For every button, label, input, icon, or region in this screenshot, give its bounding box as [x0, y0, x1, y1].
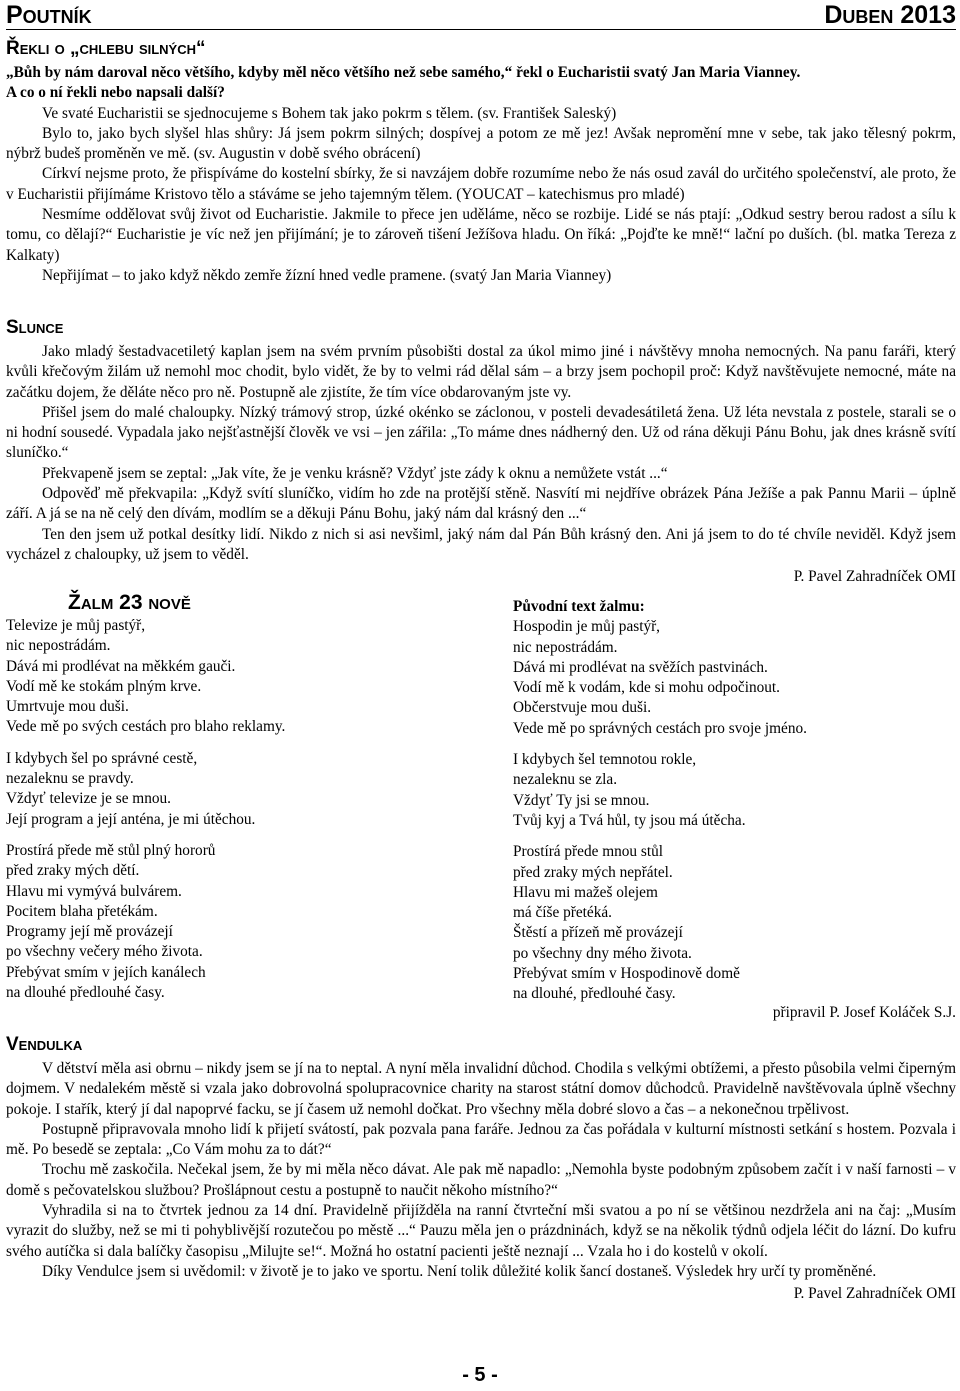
signature: P. Pavel Zahradníček OMI — [793, 568, 956, 586]
poem-line: I kdybych šel po správné cestě, — [6, 749, 198, 767]
poem-line: Vede mě po správných cestách pro svoje jméno. — [513, 719, 807, 737]
signature: P. Pavel Zahradníček OMI — [793, 1285, 956, 1303]
quote-youcat: Církví nejsme proto, že přispíváme do kostelní sbírky, že si navzájem dobře rozumíme nebo že nás osud zavál do určitého společenství, ale proto, že v Eucharistii přijímáme Kristovo tělo a stáváme se jeho tajemným tělem. (YOUCAT – katechismus pro mladé) — [6, 165, 956, 203]
quote-augustin: Bylo to, jako bych slyšel hlas shůry: Já jsem pokrm silných; dospívej a potom ze mě jez! Avšak nepromění mne v sebe, tak jako tělesný pokrm, nýbrž budeš proměněn ve mě. (sv. Augustin v době svého obrácení) — [6, 124, 956, 163]
paragraph: Díky Vendulce jsem si uvědomil: v životě je to jako ve sportu. Není tolik důležité kolik šancí dostaneš. Výsledek hry určí ty proměněné. — [42, 1262, 877, 1280]
poem-line: Programy její mě provázejí — [6, 923, 173, 941]
paragraph: Ten den jsem už potkal desítky lidí. Nikdo z nich si asi nevšiml, jaký nám dal Pán Bůh krásný den. Ani já jsem to do té chvíle neviděl. Když jsem vycházel z chaloupky, už jsem to věděl. — [6, 525, 956, 563]
section-chleb — [6, 37, 956, 286]
poem-line: Hospodin je můj pastýř, — [513, 618, 661, 636]
paragraph: Přišel jsem do malé chaloupky. Nízký trámový strop, úzké okénko se záclonou, v posteli devadesátiletá žena. Už léta nevstala z postele, starali se o ni hodní sousedé. Vypadala jako nejšťastnější člověk ve vsi – jen zářila: „To máme dnes nádherný den. Už od rána děkuji Pánu Bohu, jak dnes krásně svítí sluníčko.“ — [6, 403, 956, 462]
section-vendulka — [6, 1033, 956, 1305]
paragraph: Postupně připravovala mnoho lidí k přijetí svátostí, pak pozvala pana faráře. Jednou za čas pořádala v kulturní místnosti setkání s hostem. Pozvala i mě. Po besedě se zeptala: „Co Vám mohu za to dát?“ — [6, 1120, 956, 1159]
poem-line: Vždyť Ty jsi se mnou. — [513, 791, 650, 809]
poem-line: Hlavu mi mažeš olejem — [513, 883, 658, 901]
poem-line: nezaleknu se pravdy. — [6, 770, 134, 788]
poem-line: Umrtvuje mou duši. — [6, 698, 129, 716]
stanza-gap — [6, 738, 476, 749]
poem-line: I kdybych šel temnotou rokle, — [513, 751, 697, 769]
poem-left — [6, 616, 476, 1003]
poem-line: Pocitem blaha přetékám. — [6, 902, 158, 920]
paragraph: Odpověď mě překvapila: „Když svítí sluníčko, vidím ho zde na protější stěně. Nasvítí mi nejdříve obrázek Pána Ježíše a pak Pannu Marii – úplně září. A já se na ně celý den dívám, modlím se a děkuji Pánu Bohu, jaký nám dal krásný den ...“ — [6, 485, 956, 523]
page-number: - 5 - — [462, 1364, 498, 1386]
poem-line: Hlavu mi vymývá bulvárem. — [6, 882, 182, 900]
section-slunce — [6, 316, 956, 588]
poem-line: Dává mi prodlévat na měkkém gauči. — [6, 657, 236, 675]
stanza-gap — [513, 739, 953, 750]
page-header — [6, 0, 956, 30]
poem-line: Prostírá přede mě stůl plný hororů — [6, 841, 216, 859]
poem-original-title: Původní text žalmu: — [513, 598, 645, 615]
stanza-gap — [6, 830, 476, 841]
poem-line: na dlouhé, předlouhé časy. — [513, 985, 676, 1003]
intro-quote: „Bůh by nám daroval něco většího, kdyby měl něco většího než sebe samého,“ řekl o Eucharistii svatý Jan Maria Vianney. — [6, 64, 801, 81]
quote-vianney: Nepřijímat – to jako když někdo zemře žízní hned vedle pramene. (svatý Jan Maria Vianney) — [42, 266, 612, 284]
poem-line: Vede mě po svých cestách pro blaho reklamy. — [6, 718, 286, 736]
poem-line: před zraky mých dětí. — [6, 862, 140, 880]
paragraph: Trochu mě zaskočila. Nečekal jsem, že by mi měla něco dávat. Ale pak mě napadlo: „Nemohla byste podobným způsobem začít i v naší farnosti – v domě s pečovatelskou službou? Prošlápnout cestu a postupně to naučit někoho místního?“ — [6, 1161, 956, 1199]
poem-right — [513, 597, 953, 1005]
paragraph: V dětství měla asi obrnu – nikdy jsem se jí na to neptal. A nyní měla invalidní důchod. Chodila s velkými obtížemi, a přesto působila velmi čiperným dojmem. V nedalekém městě si vzala jako dobrovolná spolupracovnice charity na starost státní domov důchodců. Pravidelně navštěvovala úplně všechny pokoje. I stařík, který jí dal napoprvé facku, se jí časem už nemohl dočkat. Pro všechny měla dobré slovo a čas – a nekonečnou trpělivost. — [6, 1060, 956, 1118]
poem-line: Její program a její anténa, je mi útěchou. — [6, 810, 256, 828]
poem-line: nezaleknu se zla. — [513, 771, 618, 789]
quote-salesky: Ve svaté Eucharistii se sjednocujeme s Bohem tak jako pokrm s tělem. (sv. František Saleský) — [42, 104, 617, 122]
intro-question: A co o ní řekli nebo napsali další? — [6, 84, 225, 102]
section-title: Slunce — [6, 317, 64, 338]
poem-line: po všechny dny mého života. — [513, 944, 692, 962]
poem-line: Tvůj kyj a Tvá hůl, ty jsou má útěcha. — [513, 811, 746, 829]
quote-tereza: Nesmíme oddělovat svůj život od Eucharistie. Jakmile to přece jen uděláme, něco se rozbije. Lidé se nás ptají: „Odkud sestry berou radost a sílu k tomu, co dělají?“ Eucharistie je víc než jen přijímání; je to zároveň tišení Ježíšova hladu. On říká: „Pojďte ke mně!“ lační po duších. (bl. matka Tereza z Kalkaty) — [6, 206, 956, 264]
header-title: Poutník — [6, 1, 92, 29]
poem-line: Vždyť televize je se mnou. — [6, 790, 171, 808]
poem-line: má číše přetéká. — [513, 904, 612, 922]
poem-line: Prostírá přede mnou stůl — [513, 843, 663, 861]
poem-line: nic nepostrádám. — [513, 638, 618, 656]
poem-line: po všechny večery mého života. — [6, 943, 203, 961]
section-title: Žalm 23 nově — [68, 591, 191, 614]
section-title: Vendulka — [6, 1034, 83, 1055]
poem-line: Vodí mě k vodám, kde si mohu odpočinout. — [513, 679, 780, 697]
poem-line: na dlouhé předlouhé časy. — [6, 984, 165, 1002]
poem-line: před zraky mých nepřátel. — [513, 863, 673, 881]
paragraph: Překvapeně jsem se zeptal: „Jak víte, že je venku krásně? Vždyť jste zády k oknu a nemůžete vstát ...“ — [42, 464, 668, 482]
stanza-gap — [513, 831, 953, 842]
poem-line: Přebývat smím v Hospodinově domě — [513, 965, 740, 983]
poem-line: Přebývat smím v jejích kanálech — [6, 963, 206, 981]
poem-line: Občerstvuje mou duši. — [513, 699, 652, 717]
paragraph: Vyhradila si na to čtvrtek jednou za 14 dní. Pravidelně přijížděla na ranní čtvrteční mši svatou a po ní se většinou nezdržela ani na čaj: „Musím vyrazit do služby, než se mi ti pohyblivější rozutečou po městě ...“ Pauzu měla jen o prázdninách, když se na několik týdnů odjela léčit do lázní. Do kufru svého autíčka si dala balíčky časopisu „Milujte se!“. Možná ho ostatní pacienti ještě neznají ... Vzala ho i do kostelů v okolí. — [6, 1202, 956, 1260]
poem-line: Televize je můj pastýř, — [6, 617, 146, 634]
poem-line: Vodí mě ke stokám plným krve. — [6, 677, 202, 695]
poem-line: Štěstí a přízeň mě provázejí — [513, 924, 683, 942]
header-date: Duben 2013 — [824, 1, 956, 29]
paragraph: Jako mladý šestadvacetiletý kaplan jsem na svém prvním působišti dostal za úkol mimo jiné i návštěvy mnoha nemocných. Na panu faráři, který kvůli křečovým žilám už nemohl moc chodit, bylo vidět, že by to velmi rád dělal sám – a brzy jsem pochopil proč: Když navštěvujete nemocné, máte na začátku dojem, že děláte něco pro ně. Postupně ale zjistíte, že tím více obdarovaným jste vy. — [6, 343, 956, 401]
signature: připravil P. Josef Koláček S.J. — [772, 1004, 956, 1021]
poem-line: nic nepostrádám. — [6, 637, 111, 655]
section-title: Řekli o „chlebu silných“ — [6, 38, 206, 59]
poem-line: Dává mi prodlévat na svěžích pastvinách. — [513, 658, 768, 676]
